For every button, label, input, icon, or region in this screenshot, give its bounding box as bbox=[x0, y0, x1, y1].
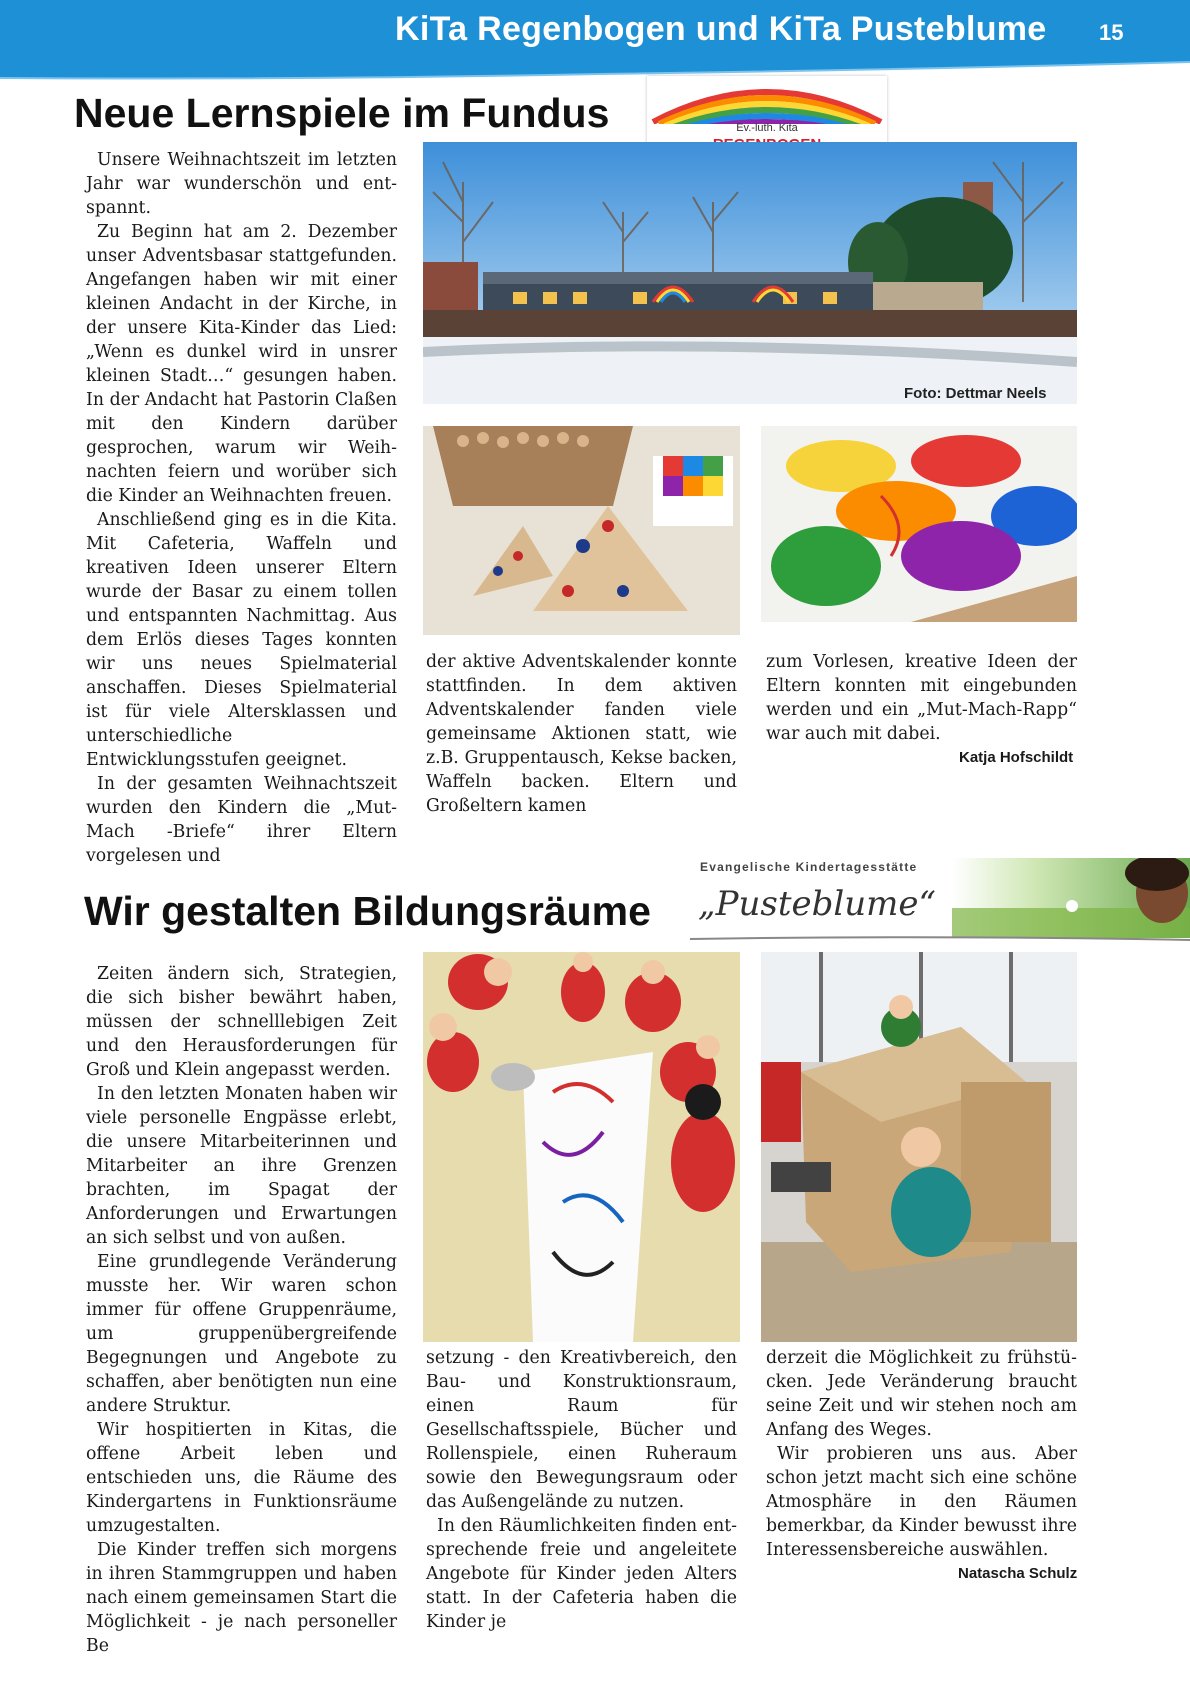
kids-painting-photo bbox=[423, 952, 740, 1342]
paragraph: Zeiten ändern sich, Strategien, die sich bisher bewährt haben, müssen der schnelllebigen Zeit und den Herausforderungen für Groß und Klein angepasst werden. bbox=[86, 964, 397, 1080]
article1-col3 bbox=[766, 650, 1077, 746]
photo-credit: Foto: Dettmar Neels bbox=[904, 385, 1047, 402]
pusteblume-logo-name: „Pusteblume“ bbox=[698, 884, 936, 924]
beads-photo bbox=[761, 426, 1077, 622]
rainbow-icon bbox=[647, 76, 887, 124]
article1-headline: Neue Lernspiele im Fundus bbox=[74, 90, 610, 136]
paragraph: derzeit die Möglichkeit zu frühstücken. Jede Veränderung braucht seine Zeit und wir stehen noch am Anfang des Weges. bbox=[766, 1348, 1077, 1440]
learning-games-photo bbox=[423, 426, 740, 635]
cardboard-box-photo bbox=[761, 952, 1077, 1342]
article2-col3 bbox=[766, 1346, 1077, 1562]
header-title: KiTa Regenbogen und KiTa Pusteblume bbox=[395, 10, 1047, 48]
paragraph: Eine grundlegende Veränderung musste her. Wir waren schon immer für offene Gruppenräume, um gruppenübergreifende Begegnungen und Angebote zu schaffen, aber benötigten nun eine andere Struktur. bbox=[86, 1252, 397, 1416]
article2-col2 bbox=[426, 1346, 737, 1634]
paragraph: Unsere Weihnachtszeit im letzten Jahr war wunderschön und entspannt. bbox=[86, 150, 397, 218]
page-header bbox=[0, 0, 1190, 80]
paragraph: Die Kinder treffen sich morgens in ihren Stammgruppen und haben nach einem gemeinsamen Start die Möglichkeit - je nach personeller Be bbox=[86, 1540, 397, 1656]
paragraph: In der gesamten Weihnachtszeit wurden den Kindern die „Mut-Mach -Briefe“ ihrer Eltern vorgelesen und bbox=[86, 774, 397, 866]
pusteblume-logo-subtitle: Evangelische Kindertagesstätte bbox=[700, 860, 918, 874]
paragraph: der aktive Adventskalender konnte stattfinden. In dem aktiven Adventskalender fanden viele gemeinsame Aktionen statt, wie z.B. Gruppentausch, Kekse backen, Waffeln backen. Eltern und Großeltern kamen bbox=[426, 652, 737, 816]
logo-line1: Ev.-luth. Kita bbox=[736, 122, 798, 134]
article1-col1 bbox=[86, 148, 397, 868]
article1-signature: Katja Hofschildt bbox=[959, 749, 1074, 766]
dandelion-child-banner bbox=[952, 858, 1190, 938]
article2-headline: Wir gestalten Bildungsräume bbox=[84, 888, 651, 934]
paragraph: Anschließend ging es in die Kita. Mit Cafeteria, Waffeln und kreativen Ideen unserer Eltern wurde der Basar zu einem tollen und entspannten Nachmittag. Aus dem Erlös dieses Tages konnten wir uns neues Spielmaterial anschaffen. Dieses Spielmaterial ist für viele Altersklassen und unterschiedliche Entwicklungsstufen geeignet. bbox=[86, 510, 397, 770]
paragraph: Wir probieren uns aus. Aber schon jetzt macht sich eine schöne Atmosphäre in den Räumen bemerkbar, da Kinder bewusst ihre Interessensbereiche auswählen. bbox=[766, 1444, 1077, 1560]
paragraph: In den Räumlichkeiten finden entsprechende freie und angeleitete Angebote für Kinder jeden Alters statt. In der Cafeteria haben die Kinder je bbox=[426, 1516, 737, 1632]
logo-underline bbox=[690, 935, 1190, 943]
paragraph: Zu Beginn hat am 2. Dezember unser Adventsbasar stattgefunden. Angefangen haben wir mit einer kleinen Andacht in der Kirche, in der unsere Kita-Kinder das Lied: „Wenn es dunkel wird in unsrer kleinen Stadt…“ gesungen haben. In der Andacht hat Pastorin Claßen mit den Kindern darüber gesprochen, warum wir Weihnachten feiern und worüber sich die Kinder an Weihnachten freuen. bbox=[86, 222, 397, 506]
page-number: 15 bbox=[1099, 20, 1124, 45]
article2-col1 bbox=[86, 962, 397, 1658]
paragraph: In den letzten Monaten haben wir viele personelle Engpässe erlebt, die unsere Mitarbeiterinnen und Mitarbeiter an ihre Grenzen brachten, im Spagat der Anforderungen und Erwartungen an sich selbst und von außen. bbox=[86, 1084, 397, 1248]
article1-col2 bbox=[426, 650, 737, 818]
article2-signature: Natascha Schulz bbox=[958, 1565, 1078, 1582]
paragraph: Wir hospitierten in Kitas, die offene Arbeit leben und entschieden uns, die Räume des Kindergartens in Funktionsräume umzugestalten. bbox=[86, 1420, 397, 1536]
kita-building-photo bbox=[423, 142, 1077, 404]
paragraph: setzung - den Kreativbereich, den Bau- und Konstruktionsraum, einen Raum für Gesellschaftsspiele, Bücher und Rollenspiele, einen Ruheraum sowie den Bewegungsraum oder das Außengelände zu nutzen. bbox=[426, 1348, 737, 1512]
paragraph: zum Vorlesen, kreative Ideen der Eltern konnten mit eingebunden werden und ein „Mut-Mach-Rapp“ war auch mit dabei. bbox=[766, 652, 1077, 744]
